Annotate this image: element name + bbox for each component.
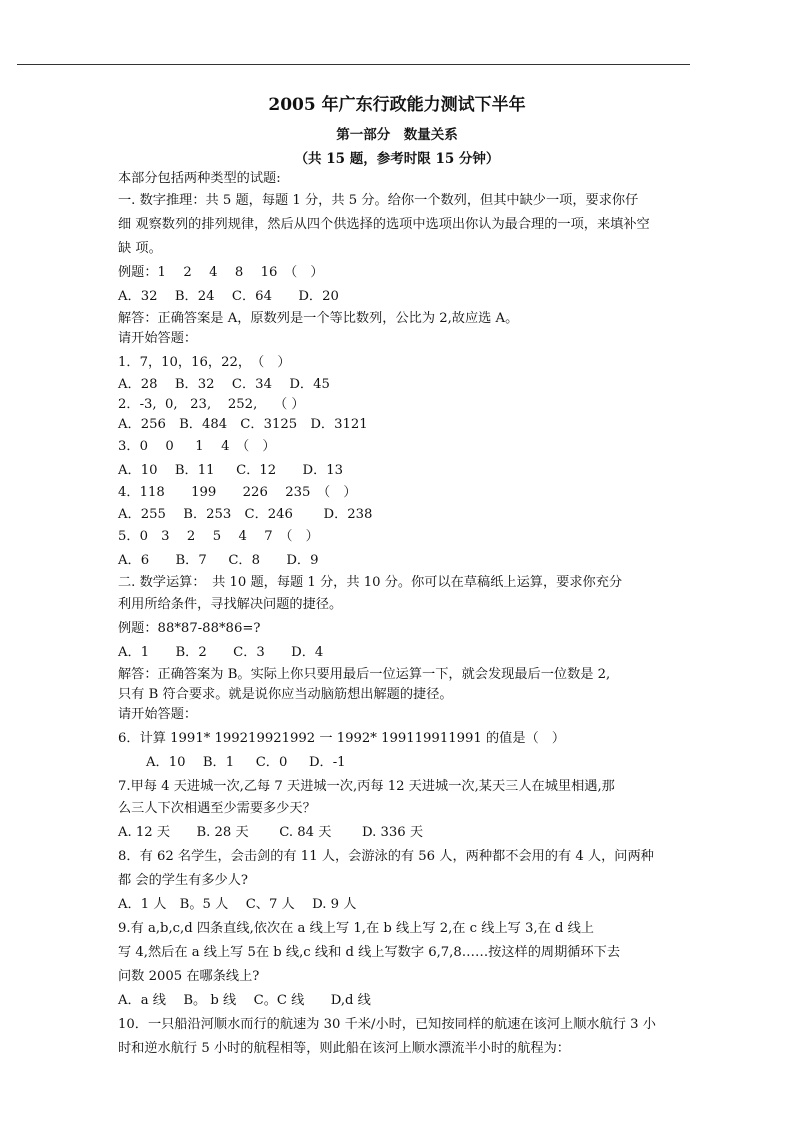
document-body — [118, 170, 688, 1058]
question-1-options: A．28 B．32 C．34 D．45 — [118, 377, 330, 392]
example-options: A．1 B．2 C．3 D．4 — [118, 645, 324, 660]
question-10: 时和逆水航行 5 小时的航程相等，则此船在该河上顺水漂流半小时的航程为： — [118, 1041, 570, 1056]
question-8-options: A．1 人 B。5 人 C、7 人 D. 9 人 — [118, 897, 357, 912]
question-2-options: A．256 B．484 C．3125 D．3121 — [118, 417, 368, 432]
example-answer: 解答：正确答案为 B。实际上你只要用最后一位运算一下，就会发现最后一位数是 2, — [118, 667, 611, 682]
part2-instructions: 利用所给条件，寻找解决问题的捷径。 — [118, 597, 343, 612]
question-6: 6．计算 1991* 199219921992 一 1992* 199119911991 的值是（ ） — [118, 731, 566, 746]
question-7: 么三人下次相遇至少需要多少天？ — [118, 801, 316, 816]
start-prompt: 请开始答题： — [118, 331, 198, 346]
question-10: 10．一只船沿河顺水而行的航速为 30 千米/小时，已知按同样的航速在该河上顺水航行 3 小 — [118, 1017, 656, 1032]
part2-instructions: 二. 数学运算： 共 10 题，每题 1 分，共 10 分。你可以在草稿纸上运算，要求你充分 — [118, 575, 623, 590]
question-4-options: A．255 B．253 C．246 D．238 — [118, 507, 373, 522]
example-question: 例题：1 2 4 8 16 （ ） — [118, 265, 324, 280]
document-title: 2005 年广东行政能力测试下半年 — [268, 95, 526, 115]
part1-instructions: 缺 项。 — [118, 241, 162, 256]
intro-line: 本部分包括两种类型的试题: — [118, 171, 281, 186]
question-9: 问数 2005 在哪条线上? — [118, 969, 260, 984]
section-time-limit: （共 15 题，参考时限 15 分钟） — [294, 151, 500, 167]
question-7-options: A. 12 天 B. 28 天 C. 84 天 D. 336 天 — [118, 825, 424, 840]
question-9: 写 4,然后在 a 线上写 5在 b 线,c 线和 d 线上写数字 6,7,8……按这样的周期循环下去 — [118, 945, 621, 960]
example-options: A．32 B．24 C．64 D．20 — [118, 289, 339, 304]
question-8: 8．有 62 名学生，会击剑的有 11 人，会游泳的有 56 人，两种都不会用的有 4 人，问两种 — [118, 849, 654, 864]
example-answer: 只有 B 符合要求。就是说你应当动脑筋想出解题的捷径。 — [118, 687, 453, 702]
example-question: 例题：88*87-88*86=? — [118, 621, 261, 636]
question-5: 5．0 3 2 5 4 7 （ ） — [118, 529, 319, 544]
question-4: 4．118 199 226 235 （ ） — [118, 485, 357, 500]
question-3-options: A．10 B．11 C．12 D．13 — [118, 463, 344, 478]
part1-instructions: 细 观察数列的排列规律，然后从四个供选择的选项中选项出你认为最合理的一项，来填补空 — [118, 217, 650, 232]
question-6-options: A．10 B．1 C．0 D．-1 — [146, 755, 346, 770]
question-9-options: A．a 线 B。 b 线 C。C 线 D,d 线 — [118, 993, 371, 1008]
question-5-options: A．6 B．7 C．8 D．9 — [118, 553, 319, 568]
question-8: 都 会的学生有多少人? — [118, 873, 248, 888]
question-7: 7.甲每 4 天进城一次,乙每 7 天进城一次,丙每 12 天进城一次,某天三人在城里相遇,那 — [118, 779, 615, 794]
section-heading: 第一部分 数量关系 — [336, 127, 458, 143]
question-1: 1．7，10，16，22， （ ） — [118, 355, 291, 370]
question-9: 9.有 a,b,c,d 四条直线,依次在 a 线上写 1,在 b 线上写 2,在 c 线上写 3,在 d 线上 — [118, 921, 594, 936]
question-3: 3．0 0 1 4 （ ） — [118, 439, 276, 454]
header-rule — [17, 64, 690, 65]
part1-instructions: 一. 数字推理：共 5 题，每题 1 分，共 5 分。给你一个数列，但其中缺少一项，要求你仔 — [118, 193, 639, 208]
start-prompt: 请开始答题： — [118, 707, 198, 722]
example-answer: 解答：正确答案是 A，原数列是一个等比数列，公比为 2,故应选 A。 — [118, 311, 519, 326]
question-2: 2．-3, 0, 23, 252, （ ） — [118, 397, 305, 412]
